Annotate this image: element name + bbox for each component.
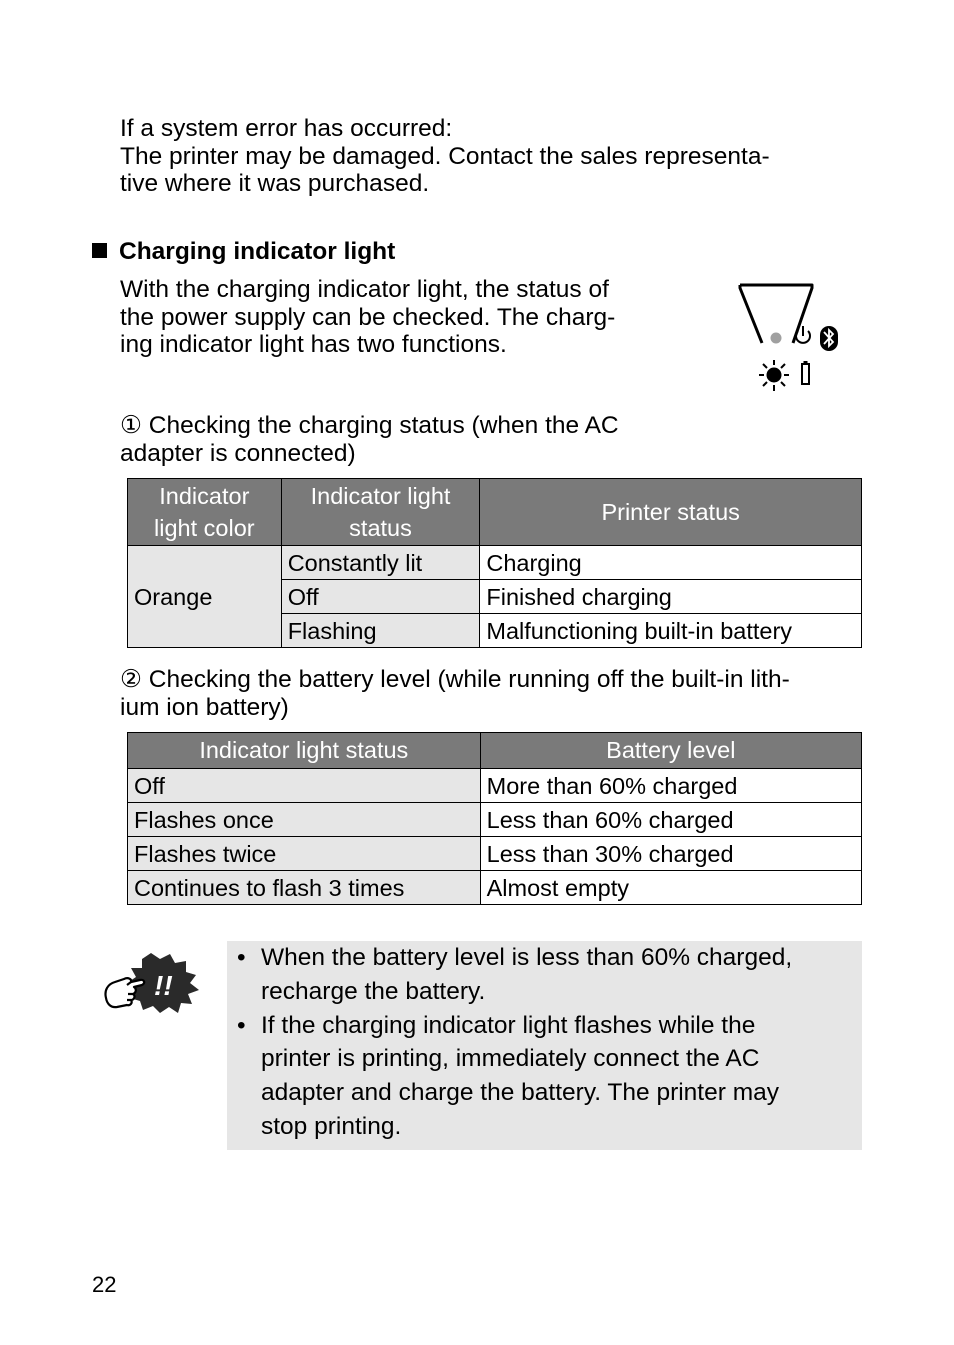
error-line: The printer may be damaged. Contact the sales representa- <box>120 142 770 170</box>
header-text: Indicator <box>159 483 250 509</box>
intro-paragraph <box>120 276 615 359</box>
table-row <box>128 546 862 580</box>
step2-line: ② Checking the battery level (while running off the built-in lith- <box>120 666 790 693</box>
section-heading-text: Charging indicator light <box>119 238 396 265</box>
header-battery-level: Battery level <box>480 733 861 769</box>
error-line: If a system error has occurred: <box>120 115 453 142</box>
note-line: recharge the battery. <box>261 977 486 1005</box>
step2-caption <box>120 666 790 721</box>
note-line: • If the charging indicator light flashes while the <box>261 1011 756 1039</box>
intro-line: the power supply can be checked. The charg- <box>120 303 616 331</box>
error-note <box>120 115 770 198</box>
status-cell: Continues to flash 3 times <box>128 871 481 905</box>
error-line: tive where it was purchased. <box>120 170 430 197</box>
battery-icon <box>802 361 809 384</box>
square-bullet-icon <box>92 243 107 258</box>
battery-level-cell: Less than 60% charged <box>480 803 861 837</box>
charging-status-table <box>127 478 862 648</box>
step1-line: ① Checking the charging status (when the AC <box>120 412 619 439</box>
battery-level-cell: More than 60% charged <box>480 769 861 803</box>
header-light-status <box>281 479 480 546</box>
printer-status-cell: Finished charging <box>480 580 862 614</box>
step1-caption <box>120 412 619 467</box>
pointing-hand-exclamation-icon <box>100 950 212 1016</box>
table-row <box>128 769 862 803</box>
step1-line: adapter is connected) <box>120 439 356 467</box>
battery-level-table <box>127 732 862 905</box>
exclamation-marks: !! <box>154 970 173 1001</box>
printer-status-cell: Malfunctioning built-in battery <box>480 614 862 648</box>
table-row <box>128 803 862 837</box>
note-line: adapter and charge the battery. The printer may <box>261 1079 779 1107</box>
table-header-row <box>128 733 862 769</box>
battery-level-cell: Less than 30% charged <box>480 837 861 871</box>
intro-line: ing indicator light has two functions. <box>120 331 507 358</box>
section-heading <box>92 238 395 266</box>
battery-level-cell: Almost empty <box>480 871 861 905</box>
light-color-cell: Orange <box>128 546 282 648</box>
header-light-status: Indicator light status <box>128 733 481 769</box>
status-cell: Flashes twice <box>128 837 481 871</box>
page-number: 22 <box>92 1272 117 1297</box>
printer-status-cell: Charging <box>480 546 862 580</box>
status-cell: Off <box>281 580 480 614</box>
header-text: status <box>349 515 412 541</box>
note-line: printer is printing, immediately connect the AC <box>261 1045 760 1073</box>
header-printer-status: Printer status <box>480 479 862 546</box>
step2-line: ium ion battery) <box>120 693 289 721</box>
indicator-light-illustration <box>736 280 846 395</box>
note-line: • When the battery level is less than 60% charged, <box>261 944 793 971</box>
note-box <box>227 941 862 1150</box>
note-line: stop printing. <box>261 1112 402 1140</box>
status-cell: Flashing <box>281 614 480 648</box>
bluetooth-icon <box>820 326 838 351</box>
table-header-row <box>128 479 862 546</box>
header-text: Indicator light <box>310 483 451 509</box>
intro-line: With the charging indicator light, the status of <box>120 276 609 303</box>
header-text: light color <box>154 515 255 541</box>
led-indicator-icon <box>771 333 782 344</box>
status-cell: Off <box>128 769 481 803</box>
note-list <box>235 941 792 1144</box>
list-item <box>235 941 792 1009</box>
status-cell: Constantly lit <box>281 546 480 580</box>
table-row <box>128 837 862 871</box>
list-item <box>235 1009 792 1144</box>
header-light-color <box>128 479 282 546</box>
flashing-led-icon <box>759 360 789 391</box>
table-row <box>128 871 862 905</box>
status-cell: Flashes once <box>128 803 481 837</box>
